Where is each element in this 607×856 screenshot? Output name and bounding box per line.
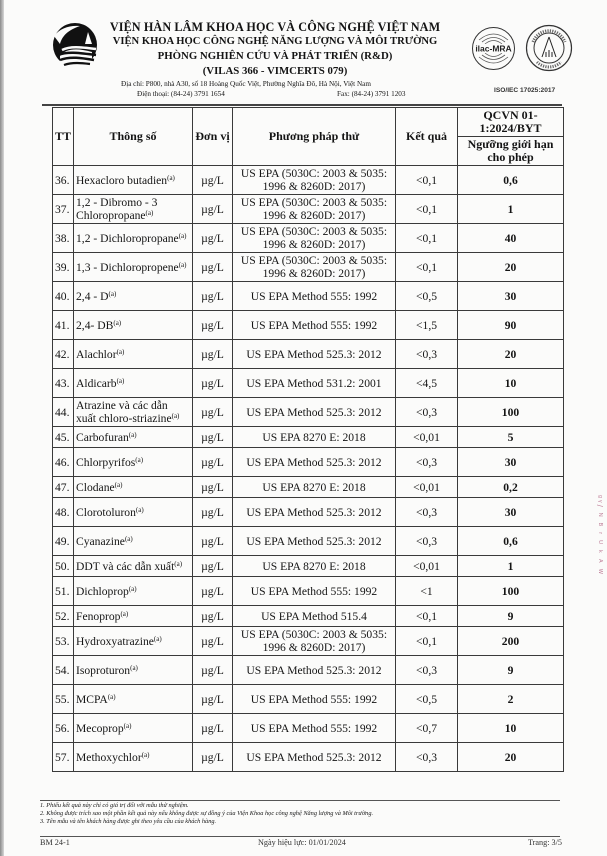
permitted-limit: 1: [458, 195, 564, 224]
unit: µg/L: [193, 369, 233, 398]
test-method: US EPA Method 555: 1992: [233, 714, 396, 743]
unit: µg/L: [193, 656, 233, 685]
organization-block: [100, 20, 450, 79]
column-header-tt: TT: [53, 108, 74, 166]
parameter-label: DDT và các dẫn xuất: [76, 559, 175, 573]
row-number: 37.: [53, 195, 74, 224]
table-row: [53, 627, 564, 656]
test-method: US EPA Method 525.3: 2012: [233, 656, 396, 685]
accreditation-footnote: (a): [123, 721, 132, 730]
test-method: US EPA Method 515.4: [233, 606, 396, 627]
table-row: [53, 224, 564, 253]
permitted-limit: 40: [458, 224, 564, 253]
svg-text:ilac-MRA: ilac-MRA: [475, 43, 512, 54]
permitted-limit: 20: [458, 253, 564, 282]
parameter-label: Methoxychlor: [76, 750, 142, 764]
test-result: <0,1: [396, 627, 458, 656]
parameter-label: 1,3 - Dichloropropene: [76, 260, 179, 274]
table-row: [53, 195, 564, 224]
parameter-name: [74, 166, 193, 195]
margin-stamp-marks: ᵍᵞ/ ᴺ ᴮ ʳ ᵁ ᵏ ᴬ ᵂ: [595, 495, 604, 576]
test-method: US EPA (5030C: 2003 & 5035: 1996 & 8260D: 2017): [233, 166, 396, 195]
parameter-name: [74, 369, 193, 398]
test-method: US EPA Method 555: 1992: [233, 577, 396, 606]
phone: Điện thoại: (84-24) 3791 1654: [137, 90, 225, 98]
row-number: 48.: [53, 498, 74, 527]
column-header-unit: Đơn vị: [193, 108, 233, 166]
accreditation-footnote: (a): [174, 559, 183, 568]
accreditation-footnote: (a): [141, 750, 150, 759]
accreditation-footnote: (a): [120, 609, 129, 618]
permitted-limit: 30: [458, 498, 564, 527]
parameter-label: Clodane: [76, 480, 115, 494]
permitted-limit: 30: [458, 448, 564, 477]
test-result: <0,3: [396, 743, 458, 772]
test-method: US EPA Method 555: 1992: [233, 685, 396, 714]
test-result: <0,1: [396, 224, 458, 253]
row-number: 43.: [53, 369, 74, 398]
accreditation-footnote: (a): [153, 634, 162, 643]
row-number: 42.: [53, 340, 74, 369]
parameter-name: [74, 427, 193, 448]
unit: µg/L: [193, 311, 233, 340]
row-number: 41.: [53, 311, 74, 340]
row-number: 54.: [53, 656, 74, 685]
table-row: [53, 743, 564, 772]
parameter-name: [74, 340, 193, 369]
unit: µg/L: [193, 743, 233, 772]
table-row: [53, 714, 564, 743]
permitted-limit: 100: [458, 577, 564, 606]
iso-standard-label: ISO/IEC 17025:2017: [494, 87, 556, 94]
row-number: 39.: [53, 253, 74, 282]
test-result: <0,01: [396, 556, 458, 577]
test-method: US EPA Method 525.3: 2012: [233, 527, 396, 556]
accreditation-codes: (VILAS 366 - VIMCERTS 079): [202, 65, 348, 77]
accreditation-footnote: (a): [113, 318, 122, 327]
row-number: 56.: [53, 714, 74, 743]
row-number: 57.: [53, 743, 74, 772]
parameter-label: Hydroxyatrazine: [76, 634, 154, 648]
permitted-limit: 0,2: [458, 477, 564, 498]
permitted-limit: 0,6: [458, 166, 564, 195]
footer-divider-top: [40, 800, 560, 801]
scan-page-edge: [0, 0, 4, 856]
test-result: <0,7: [396, 714, 458, 743]
parameter-name: [74, 253, 193, 282]
row-number: 50.: [53, 556, 74, 577]
fax: Fax: (84-24) 3791 1203: [337, 90, 406, 98]
parameter-label: 1,2 - Dichloropropane: [76, 231, 179, 245]
accreditation-footnote: (a): [124, 534, 133, 543]
accreditation-footnote: (a): [178, 231, 187, 240]
test-method: US EPA Method 525.3: 2012: [233, 498, 396, 527]
table-row: [53, 577, 564, 606]
parameter-name: [74, 627, 193, 656]
table-row: [53, 656, 564, 685]
test-method: US EPA 8270 E: 2018: [233, 477, 396, 498]
table-row: [53, 477, 564, 498]
permitted-limit: 30: [458, 282, 564, 311]
row-number: 53.: [53, 627, 74, 656]
test-result: <0,5: [396, 282, 458, 311]
footer-note: 1. Phiếu kết quả này chỉ có giá trị đối với mẫu thử nghiệm.: [40, 802, 189, 809]
parameter-label: Fenoprop: [76, 609, 121, 623]
unit: µg/L: [193, 577, 233, 606]
permitted-limit: 2: [458, 685, 564, 714]
permitted-limit: 5: [458, 427, 564, 448]
parameter-label: 2,4 - D: [76, 289, 109, 303]
unit: µg/L: [193, 477, 233, 498]
unit: µg/L: [193, 224, 233, 253]
permitted-limit: 9: [458, 656, 564, 685]
footer-note: 3. Tên mẫu và tên khách hàng được ghi theo yêu cầu của khách hàng.: [40, 818, 217, 826]
test-method: US EPA 8270 E: 2018: [233, 427, 396, 448]
table-row: [53, 311, 564, 340]
parameter-label: 1,2 - Dibromo - 3 Chloropropane: [76, 196, 158, 222]
column-header-method: Phương pháp thử: [233, 108, 396, 166]
test-method: US EPA 8270 E: 2018: [233, 556, 396, 577]
unit: µg/L: [193, 282, 233, 311]
document-header: [0, 0, 607, 104]
parameter-name: [74, 311, 193, 340]
page-number: Trang: 3/5: [527, 838, 562, 847]
test-result: <0,01: [396, 427, 458, 448]
column-header-result: Kết quả: [396, 108, 458, 166]
parameter-name: [74, 195, 193, 224]
test-method: US EPA Method 531.2: 2001: [233, 369, 396, 398]
accreditation-footnote: (a): [145, 209, 154, 217]
table-row: [53, 427, 564, 448]
parameter-name: [74, 527, 193, 556]
parameter-name: [74, 398, 193, 427]
test-result: <0,5: [396, 685, 458, 714]
parameter-name: [74, 224, 193, 253]
parameter-name: [74, 448, 193, 477]
footer-notes: [40, 802, 570, 827]
unit: µg/L: [193, 195, 233, 224]
parameter-label: Alachlor: [76, 347, 117, 361]
footer-note: 2. Không được trích sao một phần kết quả này nếu không được sự đồng ý của Viện Khoa học công nghệ Năng lượng và Môi trường.: [40, 810, 374, 818]
test-method: US EPA (5030C: 2003 & 5035: 1996 & 8260D: 2017): [233, 195, 396, 224]
parameter-label: Aldicarb: [76, 376, 117, 390]
column-header-limit: Ngưỡng giới hạn cho phép: [458, 137, 564, 166]
parameter-name: [74, 685, 193, 714]
test-method: US EPA Method 525.3: 2012: [233, 743, 396, 772]
test-result: <0,1: [396, 166, 458, 195]
ilac-mra-logo-icon: [471, 26, 516, 71]
row-number: 40.: [53, 282, 74, 311]
parameter-label: Cyanazine: [76, 534, 125, 548]
academy-name: VIỆN HÀN LÂM KHOA HỌC VÀ CÔNG NGHỆ VIỆT NAM: [109, 20, 441, 34]
test-result: <0,3: [396, 448, 458, 477]
parameter-name: [74, 577, 193, 606]
table-row: [53, 282, 564, 311]
permitted-limit: 20: [458, 340, 564, 369]
parameter-label: Carbofuran: [76, 430, 129, 444]
parameter-name: [74, 656, 193, 685]
accreditation-footnote: (a): [108, 289, 117, 298]
row-number: 44.: [53, 398, 74, 427]
permitted-limit: 90: [458, 311, 564, 340]
unit: µg/L: [193, 427, 233, 448]
institute-logo-icon: [52, 22, 98, 68]
unit: µg/L: [193, 527, 233, 556]
test-method: US EPA (5030C: 2003 & 5035: 1996 & 8260D: 2017): [233, 224, 396, 253]
parameter-name: [74, 477, 193, 498]
test-method: US EPA Method 525.3: 2012: [233, 340, 396, 369]
row-number: 52.: [53, 606, 74, 627]
contact-info: [115, 79, 445, 99]
test-method: US EPA Method 555: 1992: [233, 282, 396, 311]
unit: µg/L: [193, 398, 233, 427]
test-result: <0,01: [396, 477, 458, 498]
permitted-limit: 200: [458, 627, 564, 656]
test-result: <0,3: [396, 527, 458, 556]
unit: µg/L: [193, 166, 233, 195]
permitted-limit: 10: [458, 369, 564, 398]
test-method: US EPA Method 525.3: 2012: [233, 448, 396, 477]
test-result: <4,5: [396, 369, 458, 398]
address: Địa chỉ: P800, nhà A30, số 18 Hoàng Quốc Việt, Phường Nghĩa Đô, Hà Nội, Việt Nam: [121, 80, 371, 88]
accreditation-footnote: (a): [171, 412, 180, 420]
test-result: <1,5: [396, 311, 458, 340]
parameter-name: [74, 556, 193, 577]
unit: µg/L: [193, 685, 233, 714]
form-code: BM 24-1: [40, 838, 70, 847]
row-number: 38.: [53, 224, 74, 253]
accreditation-footnote: (a): [116, 376, 125, 385]
parameter-name: [74, 498, 193, 527]
test-result: <0,1: [396, 195, 458, 224]
permitted-limit: 1: [458, 556, 564, 577]
unit: µg/L: [193, 627, 233, 656]
parameter-label: Isoproturon: [76, 663, 131, 677]
row-number: 46.: [53, 448, 74, 477]
accreditation-footnote: (a): [135, 505, 144, 514]
table-row: [53, 527, 564, 556]
accreditation-footnote: (a): [178, 260, 187, 269]
test-method: US EPA Method 525.3: 2012: [233, 398, 396, 427]
institute-name: VIỆN KHOA HỌC CÔNG NGHỆ NĂNG LƯỢNG VÀ MÔI TRƯỜNG: [112, 36, 438, 47]
department-name: PHÒNG NGHIÊN CỨU VÀ PHÁT TRIỂN (R&D): [157, 50, 393, 62]
test-result: <0,3: [396, 398, 458, 427]
results-table-body: [53, 166, 564, 772]
test-result: <1: [396, 577, 458, 606]
accreditation-footnote: (a): [167, 173, 175, 182]
test-method: US EPA Method 555: 1992: [233, 311, 396, 340]
table-row: [53, 556, 564, 577]
test-result: <0,1: [396, 253, 458, 282]
unit: µg/L: [193, 606, 233, 627]
test-method: US EPA (5030C: 2003 & 5035: 1996 & 8260D: 2017): [233, 627, 396, 656]
parameter-label: Chlorpyrifos: [76, 455, 136, 469]
parameter-name: [74, 282, 193, 311]
row-number: 47.: [53, 477, 74, 498]
row-number: 36.: [53, 166, 74, 195]
unit: µg/L: [193, 498, 233, 527]
permitted-limit: 9: [458, 606, 564, 627]
parameter-name: [74, 714, 193, 743]
parameter-label: Atrazine và các dẫn xuất chloro-striazine: [76, 399, 172, 425]
accreditation-footnote: (a): [107, 692, 116, 701]
parameter-label: MCPA: [76, 692, 108, 706]
row-number: 45.: [53, 427, 74, 448]
bureau-of-accreditation-logo-icon: [525, 24, 573, 72]
table-row: [53, 369, 564, 398]
accreditation-footnote: (a): [128, 584, 137, 593]
table-row: [53, 253, 564, 282]
parameter-name: [74, 743, 193, 772]
table-row: [53, 166, 564, 195]
accreditation-footnote: (a): [135, 455, 144, 464]
test-method: US EPA (5030C: 2003 & 5035: 1996 & 8260D: 2017): [233, 253, 396, 282]
row-number: 51.: [53, 577, 74, 606]
parameter-label: Hexacloro butadien: [76, 173, 168, 187]
unit: µg/L: [193, 714, 233, 743]
accreditation-footnote: (a): [114, 480, 123, 489]
permitted-limit: 20: [458, 743, 564, 772]
parameter-label: Dichloprop: [76, 584, 129, 598]
header-divider: [42, 104, 562, 106]
table-row: [53, 606, 564, 627]
unit: µg/L: [193, 253, 233, 282]
results-table: [52, 107, 564, 772]
test-result: <0,3: [396, 656, 458, 685]
accreditation-footnote: (a): [130, 663, 138, 672]
table-row: [53, 448, 564, 477]
table-row: [53, 398, 564, 427]
row-number: 55.: [53, 685, 74, 714]
column-header-standard: QCVN 01-1:2024/BYT: [458, 108, 564, 137]
table-row: [53, 498, 564, 527]
test-result: <0,3: [396, 498, 458, 527]
parameter-label: Clorotoluron: [76, 505, 136, 519]
permitted-limit: 100: [458, 398, 564, 427]
test-result: <0,3: [396, 340, 458, 369]
effective-date: Ngày hiệu lực: 01/01/2024: [258, 838, 346, 847]
table-row: [53, 340, 564, 369]
column-header-parameter: Thông số: [74, 108, 193, 166]
test-result: <0,1: [396, 606, 458, 627]
permitted-limit: 0,6: [458, 527, 564, 556]
parameter-name: [74, 606, 193, 627]
parameter-label: Mecoprop: [76, 721, 124, 735]
table-row: [53, 685, 564, 714]
unit: µg/L: [193, 340, 233, 369]
unit: µg/L: [193, 448, 233, 477]
accreditation-footnote: (a): [116, 347, 125, 356]
footer-divider-bottom: [40, 836, 560, 837]
unit: µg/L: [193, 556, 233, 577]
accreditation-footnote: (a): [128, 430, 137, 439]
permitted-limit: 10: [458, 714, 564, 743]
row-number: 49.: [53, 527, 74, 556]
parameter-label: 2,4- DB: [76, 318, 114, 332]
